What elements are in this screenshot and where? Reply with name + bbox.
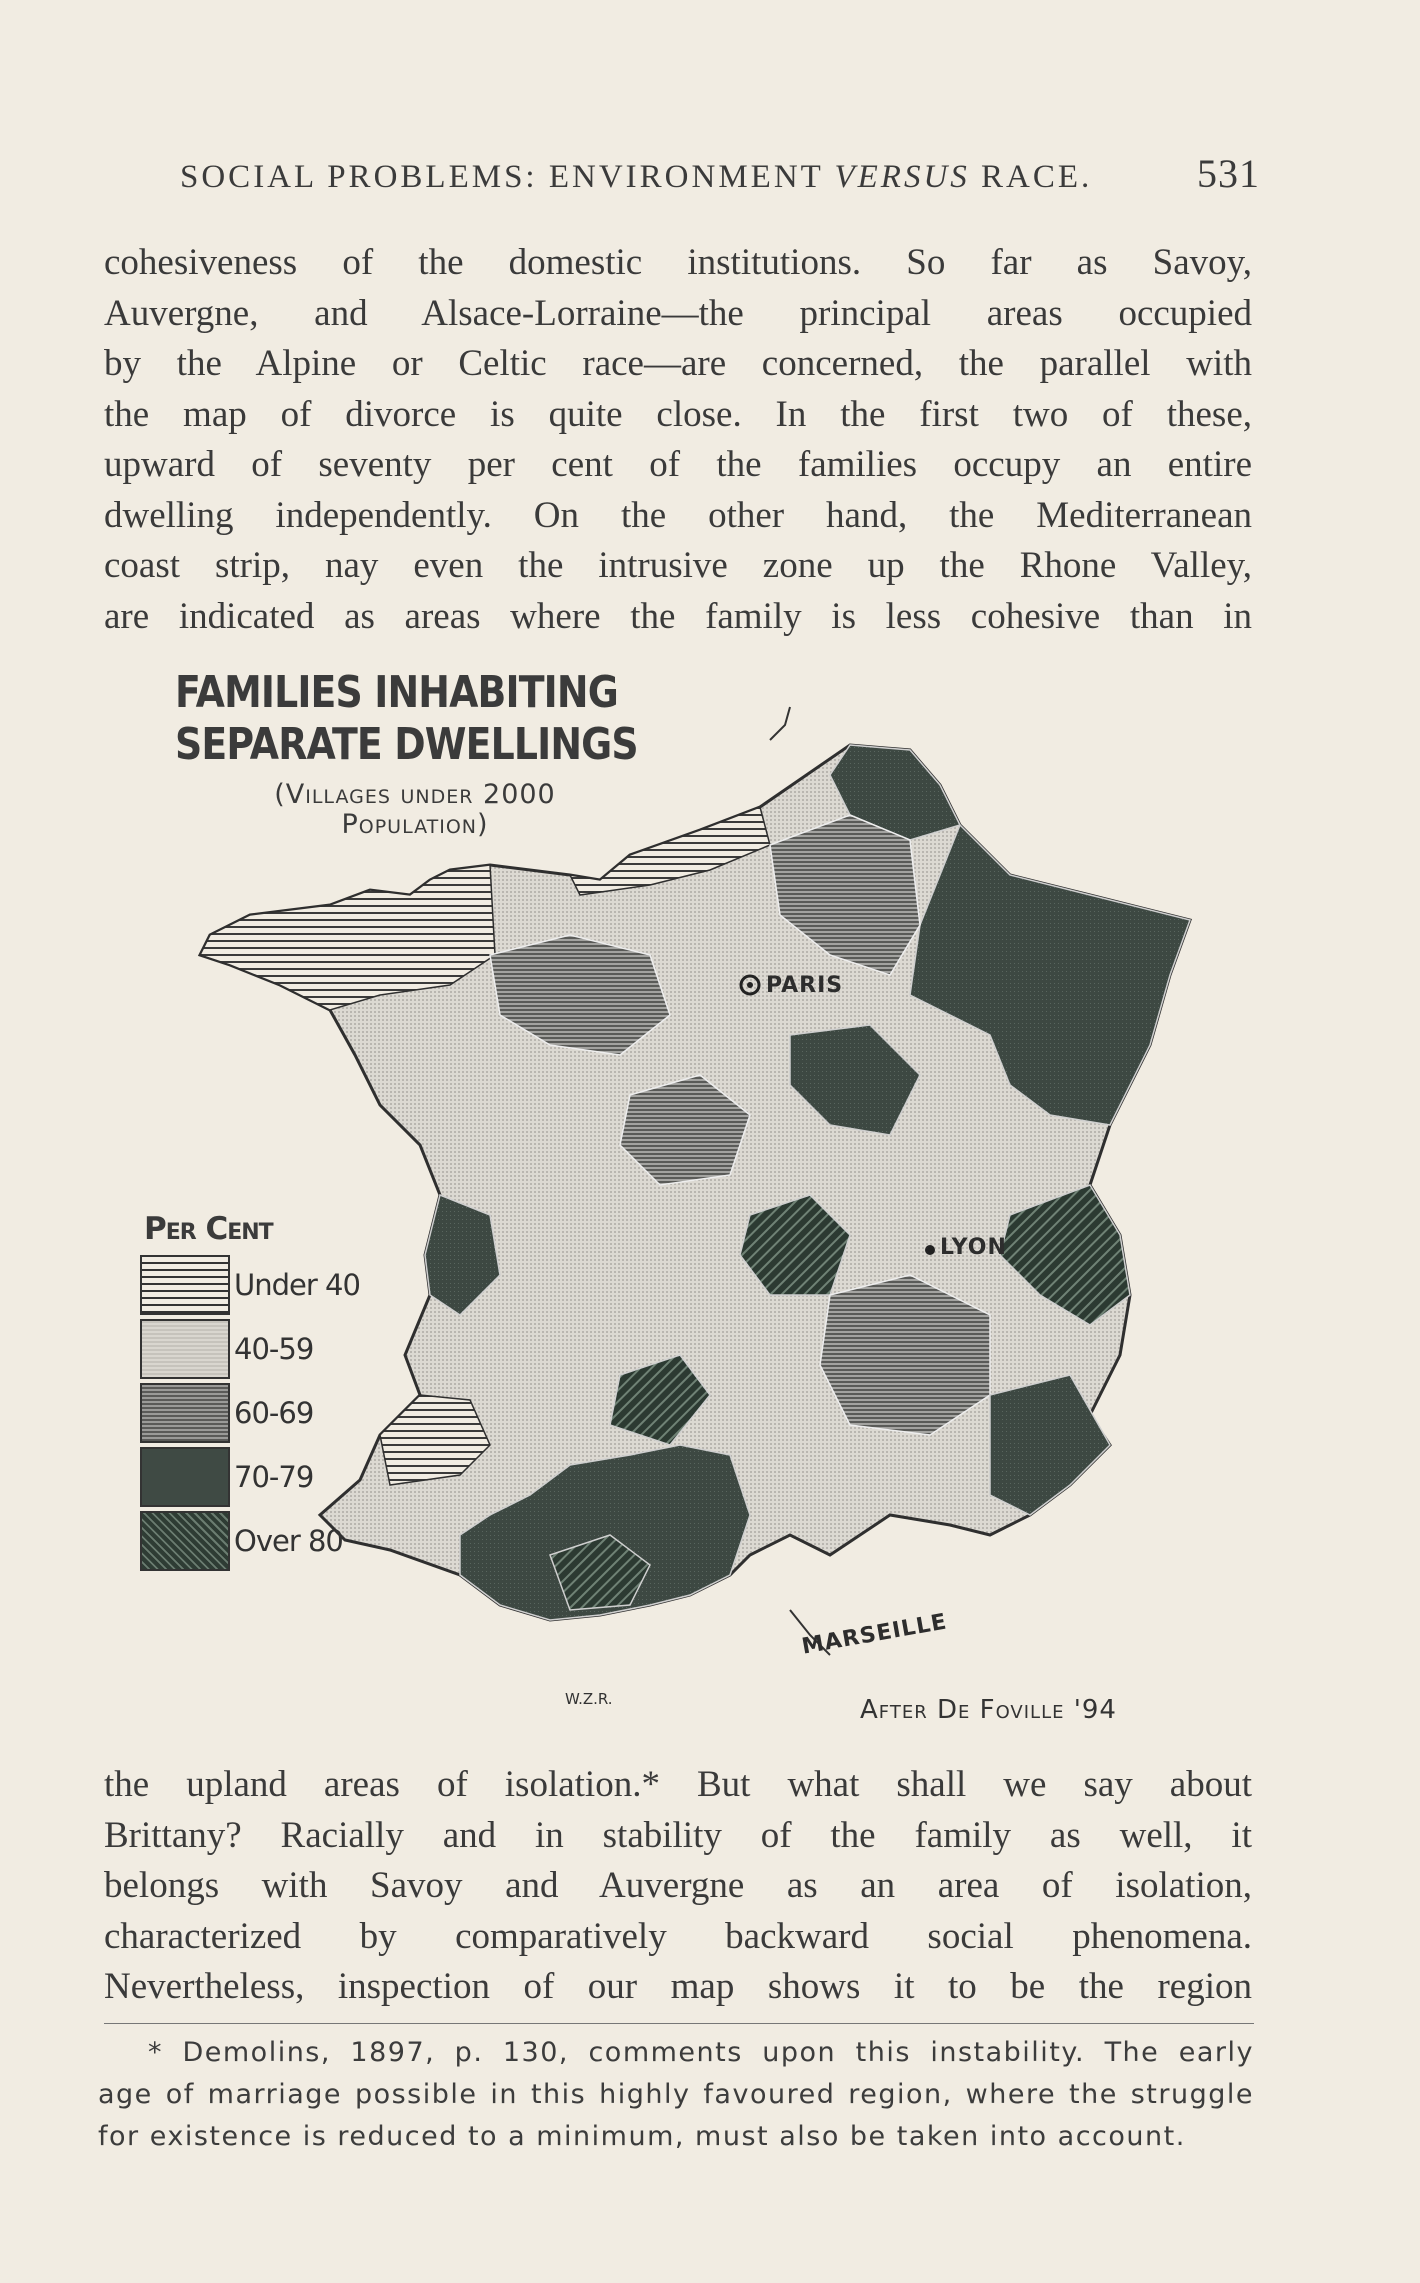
footnote-line: * Demolins, 1897, p. 130, comments upon this instability. The early bbox=[148, 2037, 1254, 2068]
text-line: cohesiveness of the domestic institutions. So far as Savoy, bbox=[104, 242, 1252, 283]
paragraph-top bbox=[104, 238, 1252, 642]
running-title: SOCIAL PROBLEMS: ENVIRONMENT VERSUS RACE. bbox=[180, 159, 1093, 195]
legend-label: 60-69 bbox=[234, 1396, 314, 1430]
figure-subtitle-line: Population) bbox=[341, 809, 489, 840]
figure-subtitle bbox=[205, 780, 625, 840]
running-header bbox=[180, 150, 1260, 197]
legend-swatch bbox=[140, 1511, 230, 1571]
city-label-paris: PARIS bbox=[766, 973, 844, 998]
legend-label: 70-79 bbox=[234, 1460, 314, 1494]
text-line: are indicated as areas where the family is less cohesive than in bbox=[104, 595, 1252, 637]
text-line: Nevertheless, inspection of our map shows it to be the region bbox=[104, 1966, 1252, 2007]
figure-title-line: FAMILIES INHABITING bbox=[175, 667, 618, 718]
text-line: by the Alpine or Celtic race—are concerned, the parallel with bbox=[104, 343, 1252, 384]
figure-title-line: SEPARATE DWELLINGS bbox=[175, 719, 638, 770]
legend-label: Under 40 bbox=[234, 1268, 360, 1302]
figure-subtitle-line: (Villages under 2000 bbox=[274, 779, 556, 810]
footnote bbox=[98, 2032, 1254, 2158]
paris-marker-dot bbox=[747, 982, 753, 988]
france-choropleth-figure bbox=[130, 655, 1230, 1755]
figure-title bbox=[175, 667, 638, 771]
text-line: the upland areas of isolation.* But what shall we say about bbox=[104, 1764, 1252, 1805]
legend-item-under40 bbox=[140, 1255, 360, 1315]
text-line: the map of divorce is quite close. In the first two of these, bbox=[104, 393, 1252, 435]
legend-swatch bbox=[140, 1255, 230, 1315]
text-line: belongs with Savoy and Auvergne as an area of isolation, bbox=[104, 1865, 1252, 1906]
footnote-line: age of marriage possible in this highly favoured region, where the struggle bbox=[98, 2079, 1254, 2110]
legend-item-over80 bbox=[140, 1511, 343, 1571]
legend-title: Per Cent bbox=[144, 1211, 273, 1247]
legend-label: Over 80 bbox=[234, 1524, 343, 1558]
lyon-marker bbox=[925, 1245, 935, 1255]
legend-swatch bbox=[140, 1319, 230, 1379]
artist-initials: W.Z.R. bbox=[565, 1690, 613, 1708]
figure-credit: After De Foville '94 bbox=[860, 1695, 1117, 1725]
legend-item-40-59 bbox=[140, 1319, 313, 1379]
text-line: dwelling independently. On the other hand, the Mediterranean bbox=[104, 494, 1252, 536]
text-line: Brittany? Racially and in stability of the family as well, it bbox=[104, 1814, 1252, 1856]
legend-label: 40-59 bbox=[234, 1332, 314, 1366]
text-line: upward of seventy per cent of the families occupy an entire bbox=[104, 444, 1252, 485]
text-line: characterized by comparatively backward social phenomena. bbox=[104, 1915, 1252, 1957]
paragraph-bottom bbox=[104, 1760, 1252, 2013]
legend-item-70-79 bbox=[140, 1447, 313, 1507]
north-tick bbox=[770, 707, 790, 740]
footnote-line: for existence is reduced to a minimum, must also be taken into account. bbox=[98, 2121, 1186, 2152]
footnote-rule bbox=[104, 2023, 1254, 2024]
page-number: 531 bbox=[1197, 151, 1260, 196]
text-line: Auvergne, and Alsace-Lorraine—the principal areas occupied bbox=[104, 292, 1252, 334]
legend-swatch bbox=[140, 1447, 230, 1507]
city-label-lyon: LYON bbox=[940, 1235, 1007, 1260]
text-line: coast strip, nay even the intrusive zone up the Rhone Valley, bbox=[104, 545, 1252, 586]
legend-swatch bbox=[140, 1383, 230, 1443]
city-label-marseille: MARSEILLE bbox=[800, 1609, 950, 1660]
legend-item-60-69 bbox=[140, 1383, 313, 1443]
